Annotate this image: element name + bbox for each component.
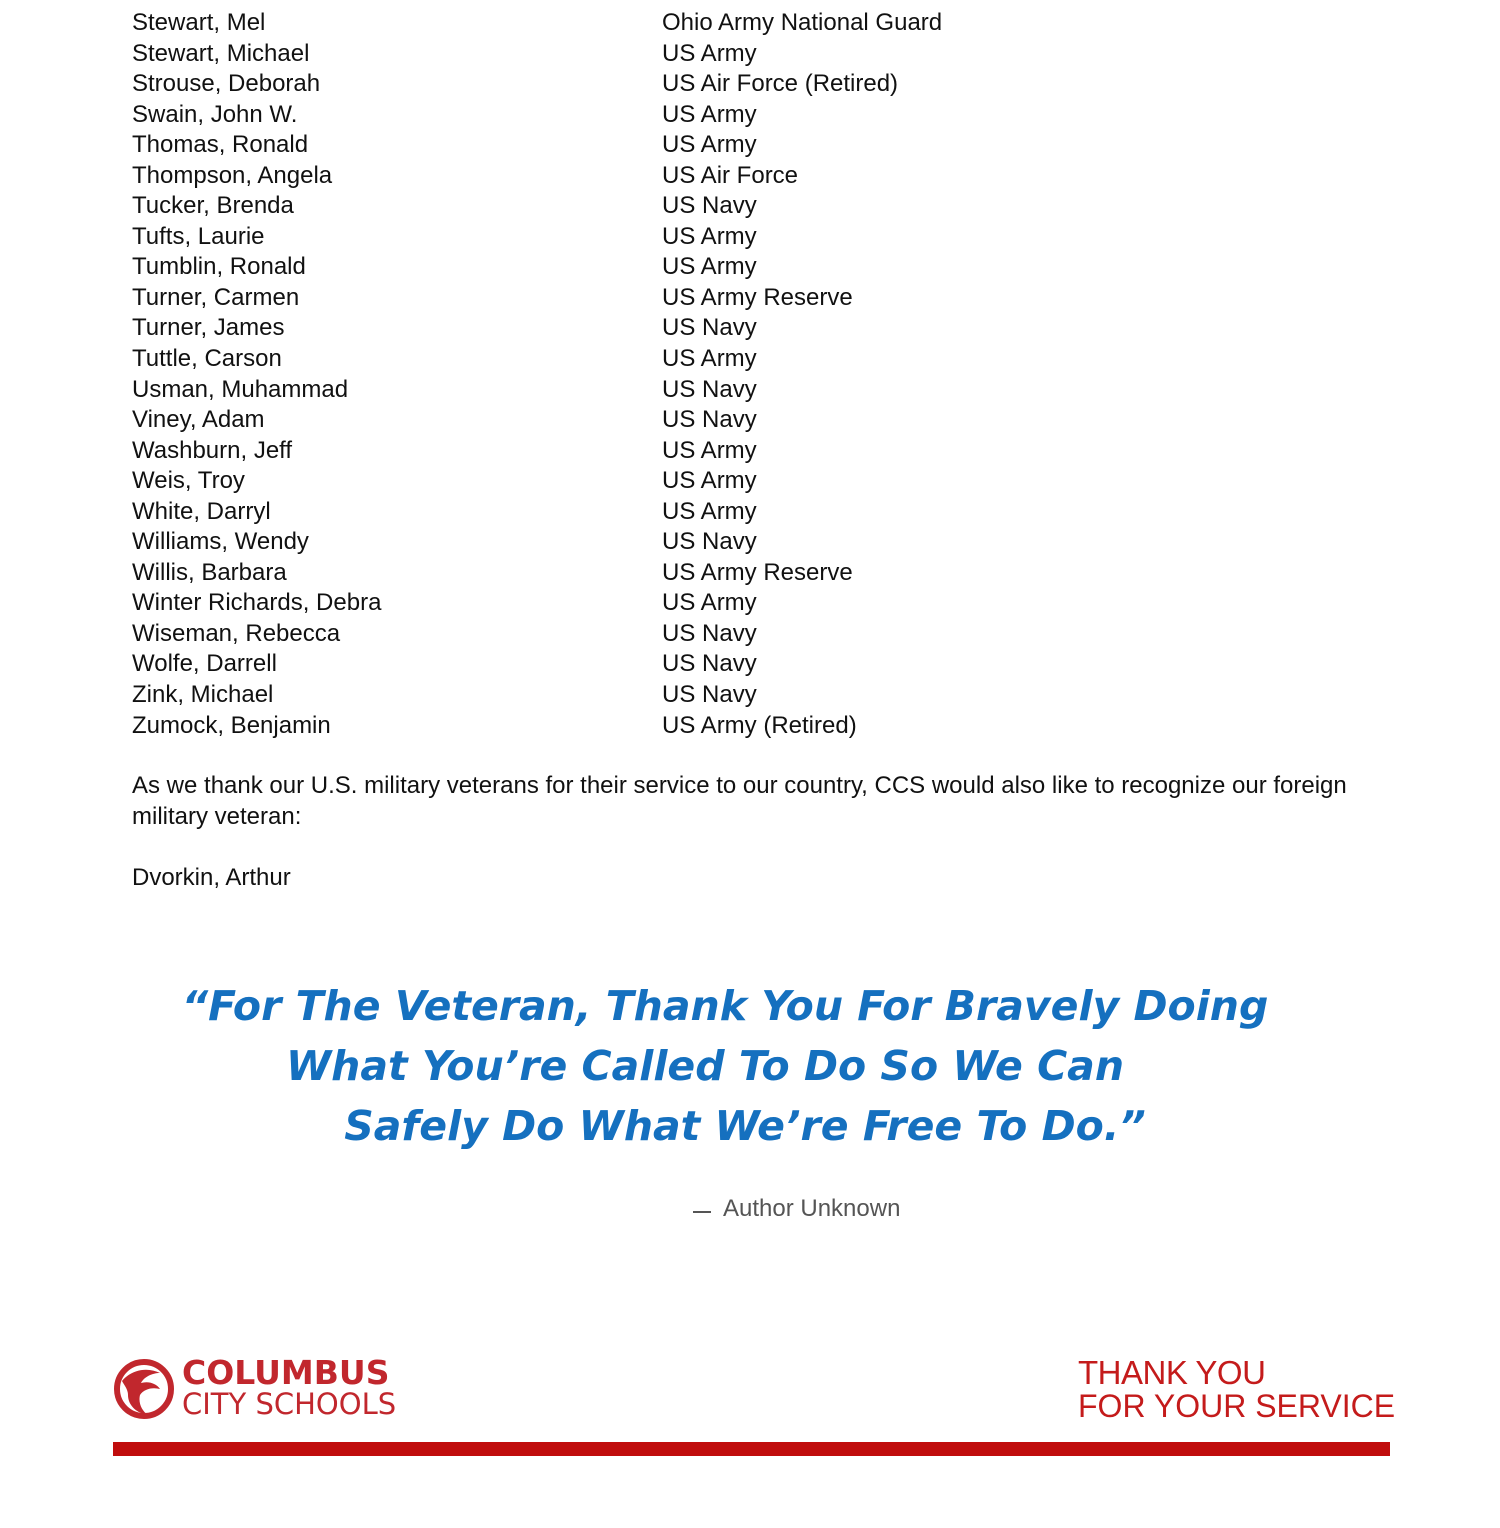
- foreign-veteran-intro: As we thank our U.S. military veterans for their service to our country, CCS would also like to recognize our foreign military veteran:: [132, 772, 1347, 830]
- veteran-name: Weis, Troy: [132, 467, 245, 495]
- logo-line-1: COLUMBUS: [182, 1353, 390, 1392]
- service-branch: US Army: [662, 253, 757, 281]
- quote-line-3: Safely Do What We’re Free To Do.”: [344, 1102, 1146, 1150]
- veteran-name: Viney, Adam: [132, 406, 265, 434]
- service-branch: US Army Reserve: [662, 558, 853, 586]
- logo-line-2: CITY SCHOOLS: [182, 1387, 397, 1421]
- roster-row: [132, 252, 1332, 283]
- quote-attribution: [693, 1195, 900, 1223]
- logo-wordmark: [182, 1353, 397, 1421]
- roster-row: [132, 344, 1332, 375]
- roster-row: [132, 191, 1332, 222]
- service-branch: US Army: [662, 467, 757, 495]
- roster-row: [132, 222, 1332, 253]
- service-branch: US Army Reserve: [662, 283, 853, 311]
- veteran-name: Washburn, Jeff: [132, 436, 293, 464]
- veteran-name: Tufts, Laurie: [132, 222, 265, 250]
- service-branch: US Navy: [662, 406, 757, 434]
- roster-row: [132, 161, 1332, 192]
- veteran-name: Turner, Carmen: [132, 283, 300, 311]
- veteran-name: Stewart, Michael: [132, 39, 310, 67]
- veteran-name: Willis, Barbara: [132, 558, 287, 586]
- veteran-roster: [132, 8, 1332, 741]
- veteran-name: Tumblin, Ronald: [132, 253, 306, 281]
- roster-row: [132, 588, 1332, 619]
- service-branch: US Navy: [662, 375, 757, 403]
- veteran-name: Thompson, Angela: [132, 161, 333, 189]
- roster-row: [132, 375, 1332, 406]
- roster-row: [132, 527, 1332, 558]
- service-branch: US Army: [662, 589, 757, 617]
- veteran-name: Stewart, Mel: [132, 9, 266, 36]
- roster-row: [132, 436, 1332, 467]
- veteran-name: Tuttle, Carson: [132, 345, 282, 373]
- service-branch: US Army: [662, 222, 757, 250]
- roster-row: [132, 680, 1332, 711]
- service-branch: US Navy: [662, 650, 757, 678]
- roster-row: [132, 69, 1332, 100]
- roster-row: [132, 130, 1332, 161]
- roster-row: [132, 405, 1332, 436]
- veteran-name: Usman, Muhammad: [132, 375, 349, 403]
- roster-row: [132, 497, 1332, 528]
- veteran-quote: [0, 976, 1500, 1156]
- service-branch: US Army: [662, 497, 757, 525]
- veteran-name: Winter Richards, Debra: [132, 589, 382, 617]
- roster-row: [132, 558, 1332, 589]
- roster-row: [132, 711, 1332, 742]
- roster-row: [132, 619, 1332, 650]
- service-branch: US Army: [662, 39, 757, 67]
- tagline-line-1: THANK YOU: [1078, 1354, 1266, 1391]
- service-branch: US Navy: [662, 314, 757, 342]
- service-branch: US Navy: [662, 619, 757, 647]
- thank-you-tagline: [1078, 1356, 1395, 1423]
- service-branch: US Army: [662, 436, 757, 464]
- veteran-name: Swain, John W.: [132, 100, 298, 128]
- service-branch: US Navy: [662, 528, 757, 556]
- footer-divider-bar: [113, 1442, 1390, 1456]
- roster-row: [132, 100, 1332, 131]
- attribution-text: Author Unknown: [723, 1195, 901, 1222]
- roster-row: [132, 39, 1332, 70]
- veteran-name: Strouse, Deborah: [132, 70, 321, 98]
- service-branch: US Army: [662, 100, 757, 128]
- service-branch: Ohio Army National Guard: [662, 9, 943, 36]
- quote-line-2: What You’re Called To Do So We Can: [285, 1042, 1125, 1090]
- service-branch: US Army: [662, 345, 757, 373]
- columbus-city-schools-logo: [114, 1353, 434, 1422]
- service-branch: US Army (Retired): [662, 711, 857, 739]
- service-branch: US Air Force: [662, 161, 799, 189]
- quote-line-1: “For The Veteran, Thank You For Bravely Doing: [181, 982, 1269, 1030]
- veteran-name: White, Darryl: [132, 497, 271, 525]
- veteran-name: Thomas, Ronald: [132, 131, 309, 159]
- service-branch: US Air Force (Retired): [662, 70, 899, 98]
- service-branch: US Navy: [662, 681, 757, 709]
- service-branch: US Navy: [662, 192, 757, 220]
- tagline-line-2: FOR YOUR SERVICE: [1078, 1388, 1396, 1424]
- roster-row: [132, 313, 1332, 344]
- veteran-name: Wolfe, Darrell: [132, 650, 277, 678]
- veteran-name: Tucker, Brenda: [132, 192, 294, 220]
- service-branch: US Army: [662, 131, 757, 159]
- ccs-bird-logo-icon: [114, 1359, 174, 1419]
- veteran-name: Wiseman, Rebecca: [132, 619, 341, 647]
- veteran-name: Zink, Michael: [132, 681, 274, 709]
- roster-row: [132, 649, 1332, 680]
- foreign-veteran-name: Dvorkin, Arthur: [132, 864, 291, 891]
- roster-row: [132, 466, 1332, 497]
- attribution-dash: [693, 1211, 711, 1213]
- veteran-name: Williams, Wendy: [132, 528, 309, 556]
- veteran-name: Zumock, Benjamin: [132, 711, 331, 739]
- veteran-name: Turner, James: [132, 314, 285, 342]
- roster-row: [132, 283, 1332, 314]
- roster-row: [132, 8, 1332, 39]
